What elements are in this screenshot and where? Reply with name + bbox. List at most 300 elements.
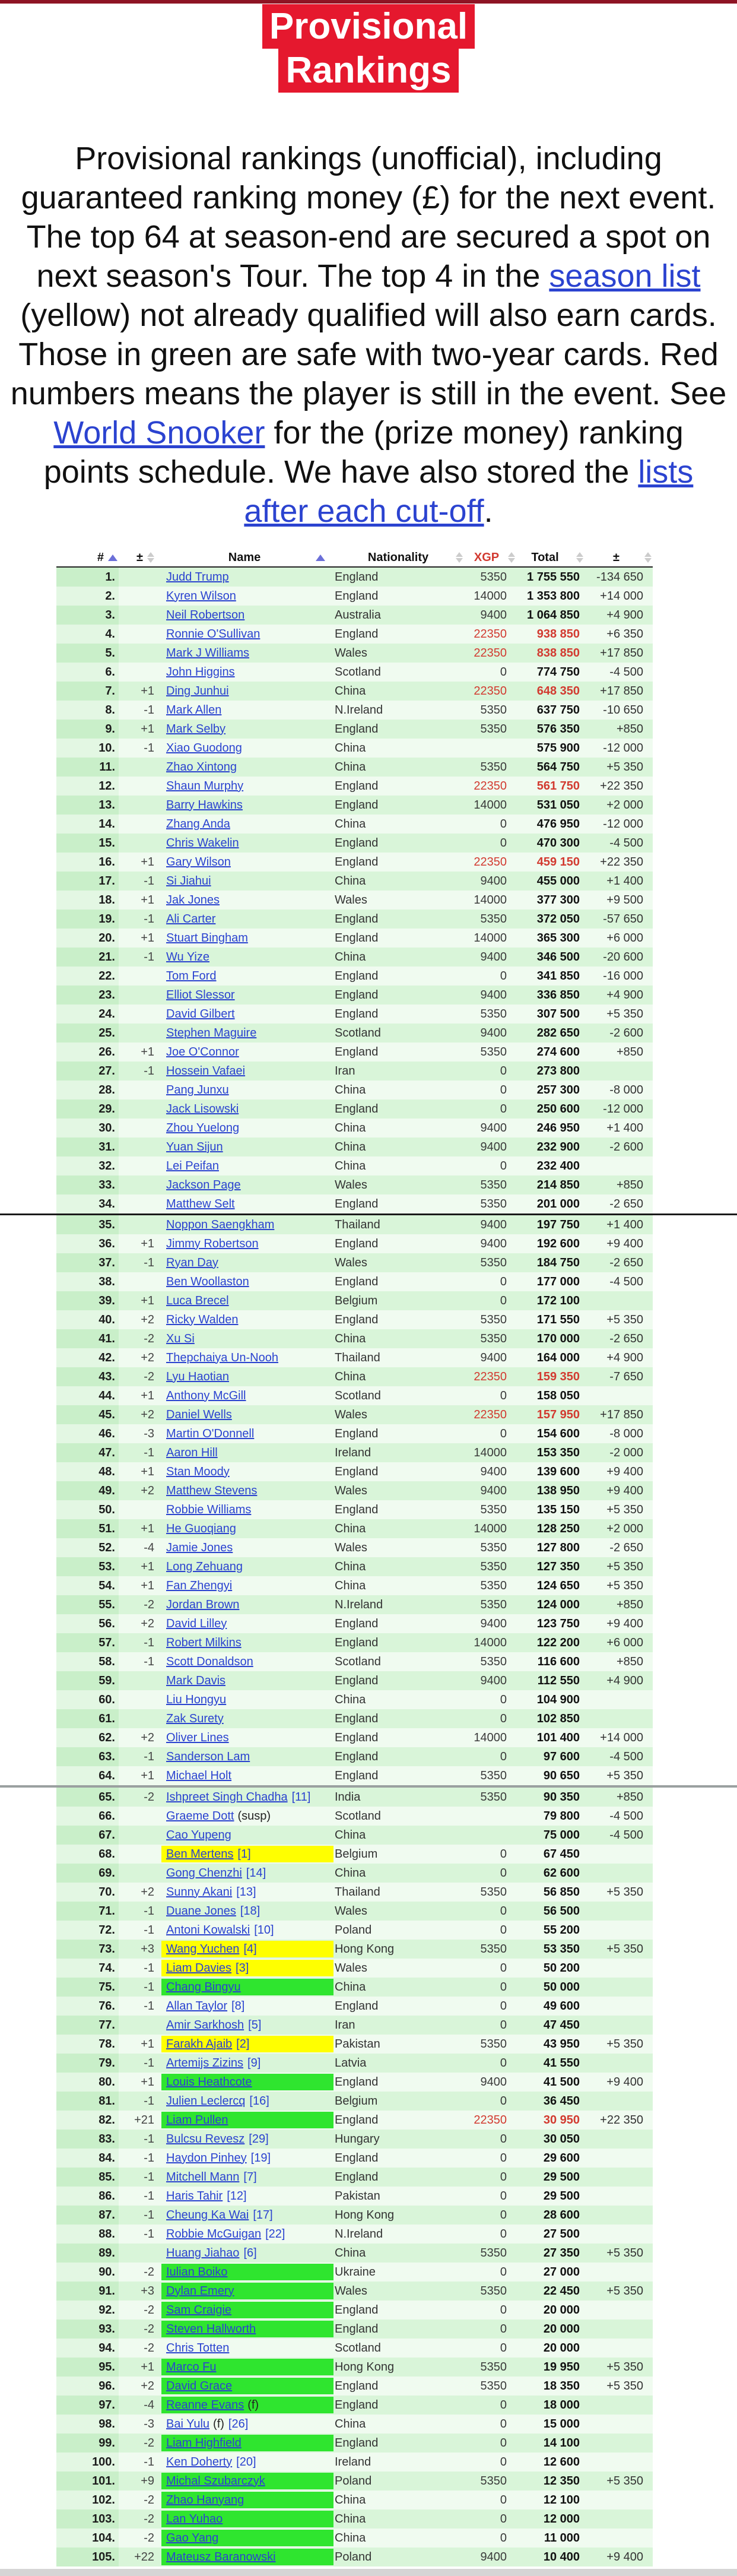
rank-cell: 97. [56,2396,119,2415]
rank-cell: 16. [56,853,119,872]
player-link[interactable]: Michal Szubarczyk [166,2474,265,2488]
xgp-cell: 5350 [463,2358,510,2377]
delta-cell: +5 350 [580,1883,653,1902]
total-cell: 102 850 [510,1709,580,1728]
player-link[interactable]: Oliver Lines [166,1731,229,1744]
player-link[interactable]: Luca Brecel [166,1294,229,1307]
xgp-cell: 0 [463,815,510,834]
player-link[interactable]: Zhao Xintong [166,760,237,774]
player-name-highlight [161,1941,333,1957]
table-row [56,739,653,758]
name-cell [155,606,333,625]
xgp-cell: 5350 [463,1595,510,1614]
table-row [56,1005,653,1024]
player-link[interactable]: Duane Jones [166,1904,236,1918]
player-link[interactable]: Cheung Ka Wai [166,2208,249,2222]
player-link[interactable]: Liam Highfield [166,2436,242,2450]
rank-cell: 90. [56,2263,119,2282]
nationality-cell: Wales [333,644,463,663]
player-link[interactable]: Ben Woollaston [166,1275,249,1288]
rank-cell: 49. [56,1481,119,1500]
rank-cell: 54. [56,1576,119,1595]
player-link[interactable]: Zhou Yuelong [166,1121,240,1135]
xgp-cell: 5350 [463,758,510,777]
player-link[interactable]: Graeme Dott [166,1809,234,1823]
table-row [56,2130,653,2149]
player-link[interactable]: Reanne Evans [166,2398,244,2412]
name-cell [155,663,333,682]
player-link[interactable]: Gong Chenzhi [166,1866,242,1880]
player-link[interactable]: Cao Yupeng [166,1828,231,1842]
player-link[interactable]: Anthony McGill [166,1389,246,1402]
xgp-cell: 14000 [463,1443,510,1462]
player-link[interactable]: Ricky Walden [166,1313,239,1326]
rank-cell: 27. [56,1062,119,1081]
name-cell [155,1845,333,1864]
player-link[interactable]: David Grace [166,2379,233,2393]
player-link[interactable]: Elliot Slessor [166,988,235,1002]
xgp-cell: 5350 [463,2035,510,2054]
player-link[interactable]: Shaun Murphy [166,779,244,793]
delta-cell: +5 350 [580,2244,653,2263]
header-rank[interactable] [56,551,119,565]
player-link[interactable]: John Higgins [166,665,235,679]
delta-cell [580,2453,653,2472]
header-nationality[interactable] [333,551,463,565]
xgp-cell: 5350 [463,1788,510,1807]
nationality-cell: England [333,1100,463,1119]
total-cell: 564 750 [510,758,580,777]
player-name-wrap [161,778,333,794]
player-link[interactable]: Huang Jiahao [166,2246,240,2260]
player-name-highlight [161,2549,333,2565]
table-row [56,2149,653,2168]
delta-cell: -12 000 [580,1100,653,1119]
player-link[interactable]: Michael Holt [166,1769,232,1782]
table-row [56,1959,653,1978]
table-row [56,1538,653,1557]
player-link[interactable]: Jamie Jones [166,1541,233,1554]
season-list-position: [19] [250,2151,271,2165]
player-link[interactable]: Zhao Hanyang [166,2493,244,2507]
intro-link[interactable]: season list [549,258,701,294]
player-link[interactable]: Dylan Emery [166,2284,234,2298]
nationality-cell: England [333,625,463,644]
player-link[interactable]: Amir Sarkhosh [166,2018,244,2032]
player-link[interactable]: Aaron Hill [166,1446,218,1459]
player-name-wrap [161,1330,333,1347]
player-link[interactable]: Ding Junhui [166,684,229,698]
player-name-wrap [161,2226,333,2242]
delta-cell: +5 350 [580,758,653,777]
rank-cell: 26. [56,1043,119,1062]
player-link[interactable]: Yuan Sijun [166,1140,223,1154]
player-link[interactable]: Artemijs Zizins [166,2056,244,2070]
header-total-label: Total [531,550,559,564]
intro-link[interactable]: lists after each cut-off [244,454,694,529]
player-link[interactable]: David Gilbert [166,1007,235,1021]
change-cell: -3 [119,1424,155,1443]
name-cell [155,1576,333,1595]
player-name-highlight [161,2378,333,2394]
change-cell: -4 [119,2396,155,2415]
name-cell [155,1747,333,1766]
player-link[interactable]: Iulian Boiko [166,2265,228,2279]
xgp-cell: 5350 [463,568,510,587]
player-link[interactable]: Liam Pullen [166,2113,228,2127]
rank-cell: 25. [56,1024,119,1043]
player-link[interactable]: Mark J Williams [166,646,249,660]
rank-cell: 101. [56,2472,119,2491]
rank-cell: 63. [56,1747,119,1766]
change-cell: +2 [119,2377,155,2396]
total-cell: 15 000 [510,2415,580,2434]
nationality-cell: Wales [333,1253,463,1272]
intro-link[interactable]: World Snooker [53,415,265,451]
table-row [56,720,653,739]
player-link[interactable]: Robbie Williams [166,1503,252,1516]
xgp-cell: 0 [463,1997,510,2016]
table-row [56,1921,653,1940]
rank-cell: 17. [56,872,119,891]
player-name-wrap [161,1577,333,1594]
player-link[interactable]: Farakh Ajaib [166,2037,233,2051]
table-row [56,1595,653,1614]
sort-icon [147,552,154,563]
player-link[interactable]: Zak Surety [166,1712,224,1725]
xgp-cell: 9400 [463,1462,510,1481]
table-row [56,1940,653,1959]
player-link[interactable]: Bulcsu Revesz [166,2132,245,2146]
player-link[interactable]: Mark Allen [166,703,222,717]
change-cell [119,1690,155,1709]
player-link[interactable]: Stuart Bingham [166,931,248,945]
xgp-cell: 0 [463,2016,510,2035]
name-cell [155,2529,333,2548]
xgp-cell: 9400 [463,1024,510,1043]
name-cell [155,2244,333,2263]
player-link[interactable]: Xiao Guodong [166,741,242,755]
player-link[interactable]: Martin O'Donnell [166,1427,255,1440]
player-link[interactable]: Robbie McGuigan [166,2227,262,2241]
total-cell: 377 300 [510,891,580,910]
player-link[interactable]: Daniel Wells [166,1408,232,1421]
change-cell [119,758,155,777]
xgp-cell: 14000 [463,929,510,948]
table-row [56,2301,653,2320]
player-name-wrap [161,1710,333,1727]
player-link[interactable]: Allan Taylor [166,1999,228,2013]
player-name-wrap [161,1922,333,1938]
delta-cell: -10 650 [580,701,653,720]
rank-cell: 40. [56,1310,119,1329]
rank-cell: 1. [56,568,119,587]
season-list-position: [13] [236,1885,256,1899]
nationality-cell: China [333,1826,463,1845]
player-link[interactable]: Joe O'Connor [166,1045,239,1059]
player-link[interactable]: Scott Donaldson [166,1655,253,1668]
player-name-wrap [161,1827,333,1843]
player-link[interactable]: Jimmy Robertson [166,1237,259,1250]
delta-cell: -4 500 [580,663,653,682]
delta-cell: +17 850 [580,644,653,663]
delta-cell: +4 900 [580,986,653,1005]
change-cell: -2 [119,1367,155,1386]
player-link[interactable]: Robert Milkins [166,1636,242,1649]
xgp-cell [463,1807,510,1826]
rank-cell: 67. [56,1826,119,1845]
nationality-cell: Scotland [333,1386,463,1405]
nationality-cell: Scotland [333,2339,463,2358]
total-cell: 576 350 [510,720,580,739]
player-link[interactable]: Ishpreet Singh Chadha [166,1790,288,1804]
player-name-wrap [161,1653,333,1670]
player-link[interactable]: Xu Si [166,1332,195,1345]
rank-cell: 66. [56,1807,119,1826]
change-cell [119,834,155,853]
player-link[interactable]: Fan Zhengyi [166,1579,233,1592]
player-link[interactable]: Stephen Maguire [166,1026,257,1040]
player-link[interactable]: Julien Leclercq [166,2094,246,2108]
player-link[interactable]: Hossein Vafaei [166,1064,246,1078]
name-cell [155,2301,333,2320]
player-link[interactable]: Ali Carter [166,912,216,926]
table-row [56,1845,653,1864]
player-name-wrap [161,1273,333,1290]
header-name[interactable] [155,551,333,565]
name-cell [155,1671,333,1690]
player-link[interactable]: Mark Selby [166,722,226,736]
nationality-cell: Hong Kong [333,2358,463,2377]
player-link[interactable]: Matthew Stevens [166,1484,258,1497]
player-link[interactable]: Gao Yang [166,2531,219,2545]
player-link[interactable]: Jordan Brown [166,1598,240,1611]
change-cell: -1 [119,872,155,891]
rank-cell: 71. [56,1902,119,1921]
header-change[interactable] [119,551,155,565]
rank-cell: 42. [56,1348,119,1367]
delta-cell: +5 350 [580,2377,653,2396]
player-link[interactable]: Tom Ford [166,969,217,983]
xgp-cell: 0 [463,2491,510,2510]
xgp-cell: 5350 [463,1538,510,1557]
player-link[interactable]: He Guoqiang [166,1522,236,1535]
table-row [56,1997,653,2016]
rank-cell: 28. [56,1081,119,1100]
sort-icon [456,552,463,563]
table-row [56,967,653,986]
player-link[interactable]: Ryan Day [166,1256,218,1269]
nationality-cell: England [333,1194,463,1213]
player-link[interactable]: Judd Trump [166,570,229,584]
delta-cell: +22 350 [580,777,653,796]
player-link[interactable]: Wang Yuchen [166,1942,240,1956]
player-link[interactable]: Louis Heathcote [166,2075,252,2089]
player-link[interactable]: Gary Wilson [166,855,231,869]
change-cell: -2 [119,2263,155,2282]
player-link[interactable]: Chang Bingyu [166,1980,241,1994]
delta-cell [580,1156,653,1175]
player-link[interactable]: Noppon Saengkham [166,1218,275,1231]
player-link[interactable]: Mateusz Baranowski [166,2550,276,2564]
player-link[interactable]: Chris Totten [166,2341,230,2355]
header-xgp-label: XGP [474,550,500,564]
rank-cell: 47. [56,1443,119,1462]
nationality-cell: England [333,1633,463,1652]
rank-cell: 56. [56,1614,119,1633]
rank-cell: 86. [56,2187,119,2206]
player-link[interactable]: Sanderson Lam [166,1750,250,1763]
season-list-position: [6] [243,2246,257,2260]
player-link[interactable]: David Lilley [166,1617,227,1630]
name-cell [155,1633,333,1652]
player-name-wrap [161,1254,333,1271]
name-cell [155,1215,333,1234]
change-cell: -2 [119,2529,155,2548]
total-cell: 1 064 850 [510,606,580,625]
player-name-wrap [161,1520,333,1537]
rank-cell: 72. [56,1921,119,1940]
change-cell: +1 [119,2073,155,2092]
player-link[interactable]: Neil Robertson [166,608,245,622]
change-cell: -1 [119,1997,155,2016]
nationality-cell: England [333,1747,463,1766]
delta-cell [580,2529,653,2548]
change-cell: +1 [119,2035,155,2054]
nationality-cell: England [333,2073,463,2092]
delta-cell [580,2396,653,2415]
player-link[interactable]: Liam Davies [166,1961,232,1975]
delta-cell: -4 500 [580,834,653,853]
xgp-cell: 0 [463,2206,510,2225]
player-link[interactable]: Liu Hongyu [166,1693,227,1706]
table-row [56,815,653,834]
total-cell: 250 600 [510,1100,580,1119]
player-link[interactable]: Long Zehuang [166,1560,243,1573]
player-link[interactable]: Bai Yulu [166,2417,210,2431]
nationality-cell: England [333,568,463,587]
player-link[interactable]: Lan Yuhao [166,2512,223,2526]
rank-cell: 52. [56,1538,119,1557]
delta-cell [580,1291,653,1310]
xgp-cell: 5350 [463,1253,510,1272]
player-link[interactable]: Wu Yize [166,950,209,964]
total-cell: 27 350 [510,2244,580,2263]
xgp-cell: 5350 [463,701,510,720]
intro-text: for the (prize money) ranking points schedule. We have also stored the [43,415,684,490]
nationality-cell: England [333,1462,463,1481]
delta-cell: +5 350 [580,1500,653,1519]
player-name-wrap [161,721,333,737]
change-cell [119,1194,155,1213]
nationality-cell: Ukraine [333,2263,463,2282]
player-name-highlight [161,2435,333,2451]
player-link[interactable]: Steven Hallworth [166,2322,256,2336]
nationality-cell: Belgium [333,1845,463,1864]
nationality-cell: China [333,758,463,777]
nationality-cell: England [333,2434,463,2453]
table-row [56,606,653,625]
total-cell: 75 000 [510,1826,580,1845]
player-name-wrap [161,2055,333,2071]
total-cell: 197 750 [510,1215,580,1234]
change-cell: +2 [119,1310,155,1329]
name-cell [155,1826,333,1845]
player-link[interactable]: Sam Craigie [166,2303,232,2317]
player-name-wrap [161,1998,333,2014]
player-link[interactable]: Jackson Page [166,1178,241,1192]
change-cell: -1 [119,2149,155,2168]
player-link[interactable]: Pang Junxu [166,1083,229,1097]
player-link[interactable]: Jak Jones [166,893,220,907]
table-row [56,1481,653,1500]
player-name-wrap [161,702,333,718]
total-cell: 135 150 [510,1500,580,1519]
player-link[interactable]: Lei Peifan [166,1159,219,1173]
player-link[interactable]: Sunny Akani [166,1885,233,1899]
player-name-wrap [161,1789,333,1805]
player-link[interactable]: Kyren Wilson [166,589,236,603]
player-link[interactable]: Zhang Anda [166,817,230,831]
player-link[interactable]: Stan Moody [166,1465,230,1478]
change-cell: -1 [119,1443,155,1462]
nationality-cell: China [333,1329,463,1348]
delta-cell: +850 [580,1043,653,1062]
player-name-wrap [161,2454,333,2470]
player-link[interactable]: Thepchaiya Un-Nooh [166,1351,278,1364]
xgp-cell: 22350 [463,644,510,663]
player-link[interactable]: Ben Mertens [166,1847,234,1861]
rank-cell: 58. [56,1652,119,1671]
header-total[interactable] [510,551,580,565]
bottom-bar [0,2569,737,2576]
player-link[interactable]: Ronnie O'Sullivan [166,627,261,641]
player-link[interactable]: Jack Lisowski [166,1102,239,1116]
player-link[interactable]: Antoni Kowalski [166,1923,250,1937]
player-link[interactable]: Si Jiahui [166,874,211,888]
player-link[interactable]: Barry Hawkins [166,798,243,812]
delta-cell: -12 000 [580,739,653,758]
table-row [56,1633,653,1652]
player-link[interactable]: Haydon Pinhey [166,2151,247,2165]
player-link[interactable]: Mark Davis [166,1674,226,1687]
name-cell [155,1766,333,1785]
total-cell: 53 350 [510,1940,580,1959]
total-cell: 476 950 [510,815,580,834]
player-link[interactable]: Lyu Haotian [166,1370,229,1383]
total-cell: 170 000 [510,1329,580,1348]
total-cell: 124 000 [510,1595,580,1614]
header-delta[interactable] [580,551,653,565]
player-link[interactable]: Matthew Selt [166,1197,235,1211]
total-cell: 12 600 [510,2453,580,2472]
player-name-wrap [161,2207,333,2223]
xgp-cell: 0 [463,2415,510,2434]
name-cell [155,872,333,891]
header-xgp[interactable] [463,551,510,565]
player-link[interactable]: Haris Tahir [166,2189,223,2203]
player-link[interactable]: Chris Wakelin [166,836,239,850]
delta-cell [580,1386,653,1405]
total-cell: 157 950 [510,1405,580,1424]
player-link[interactable]: Marco Fu [166,2360,217,2374]
nationality-cell: England [333,2168,463,2187]
player-link[interactable]: Mitchell Mann [166,2170,240,2184]
player-link[interactable]: Ken Doherty [166,2455,233,2469]
table-row [56,910,653,929]
delta-cell [580,2054,653,2073]
total-cell: 30 050 [510,2130,580,2149]
